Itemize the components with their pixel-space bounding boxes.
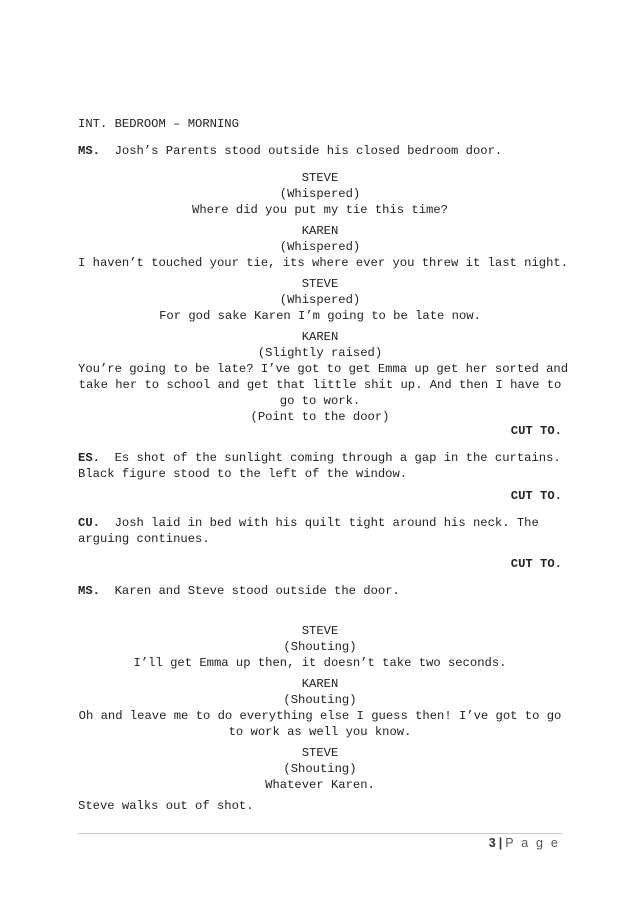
character-name: STEVE [301,171,339,185]
shot-es [78,450,562,482]
footer-divider [78,833,562,834]
dialogue-line: go to work. [279,394,361,408]
dialogue-line: to work as well you know. [228,725,412,739]
dialogue-karen-2 [78,329,569,425]
dialogue-steve-2 [78,276,562,324]
shot-ms-1 [78,143,562,159]
parenthetical: (Point to the door) [250,410,390,424]
shot-label: MS. [78,584,100,598]
dialogue-line: Where did you put my tie this time? [192,203,448,217]
scene-heading-text: INT. BEDROOM – MORNING [78,117,239,131]
dialogue-line: take her to school and get that little shit up. And then I have to [78,378,562,392]
parenthetical: (Slightly raised) [257,346,383,360]
shot-cu [78,515,562,547]
character-name: KAREN [301,224,339,238]
shot-description: Karen and Steve stood outside the door. [114,584,400,598]
character-name: KAREN [301,677,339,691]
dialogue-steve-3 [78,623,562,671]
transition-3 [78,556,562,572]
transition-2 [78,488,562,504]
shot-description: Josh’s Parents stood outside his closed bedroom door. [114,144,503,158]
transition-text: CUT TO. [510,557,562,571]
dialogue-line: You’re going to be late? I’ve got to get Emma up get her sorted and [78,362,569,376]
transition-text: CUT TO. [510,489,562,503]
shot-description: arguing continues. [78,532,210,546]
character-name: KAREN [301,330,339,344]
transition-text: CUT TO. [510,424,562,438]
shot-label: MS. [78,144,100,158]
dialogue-line: I haven’t touched your tie, its where ever you threw it last night. [78,256,569,270]
character-name: STEVE [301,746,339,760]
transition-1 [78,423,562,439]
dialogue-line: For god sake Karen I’m going to be late now. [159,309,481,323]
scene-heading [78,116,562,132]
shot-description: Es shot of the sunlight coming through a gap in the curtains. [114,451,561,465]
shot-description: Josh laid in bed with his quilt tight around his neck. The [114,516,539,530]
parenthetical: (Whispered) [279,240,361,254]
page-number: 3 [488,836,496,850]
character-name: STEVE [301,277,339,291]
shot-description: Black figure stood to the left of the window. [78,467,408,481]
action-final [78,798,562,814]
dialogue-line: Oh and leave me to do everything else I guess then! I’ve got to go [78,709,562,723]
shot-label: ES. [78,451,100,465]
dialogue-karen-3 [78,676,562,740]
footer-separator: | [498,836,503,850]
dialogue-line: Whatever Karen. [265,778,375,792]
parenthetical: (Shouting) [283,640,357,654]
page-word: P a g e [505,836,560,850]
parenthetical: (Whispered) [279,293,361,307]
shot-label: CU. [78,516,100,530]
dialogue-line: I’ll get Emma up then, it doesn’t take two seconds. [133,656,507,670]
page-footer [489,836,560,850]
parenthetical: (Shouting) [283,762,357,776]
action-text: Steve walks out of shot. [78,799,254,813]
dialogue-steve-1 [78,170,562,218]
parenthetical: (Whispered) [279,187,361,201]
dialogue-steve-4 [78,745,562,793]
character-name: STEVE [301,624,339,638]
dialogue-karen-1 [78,223,569,271]
shot-ms-2 [78,583,562,599]
parenthetical: (Shouting) [283,693,357,707]
